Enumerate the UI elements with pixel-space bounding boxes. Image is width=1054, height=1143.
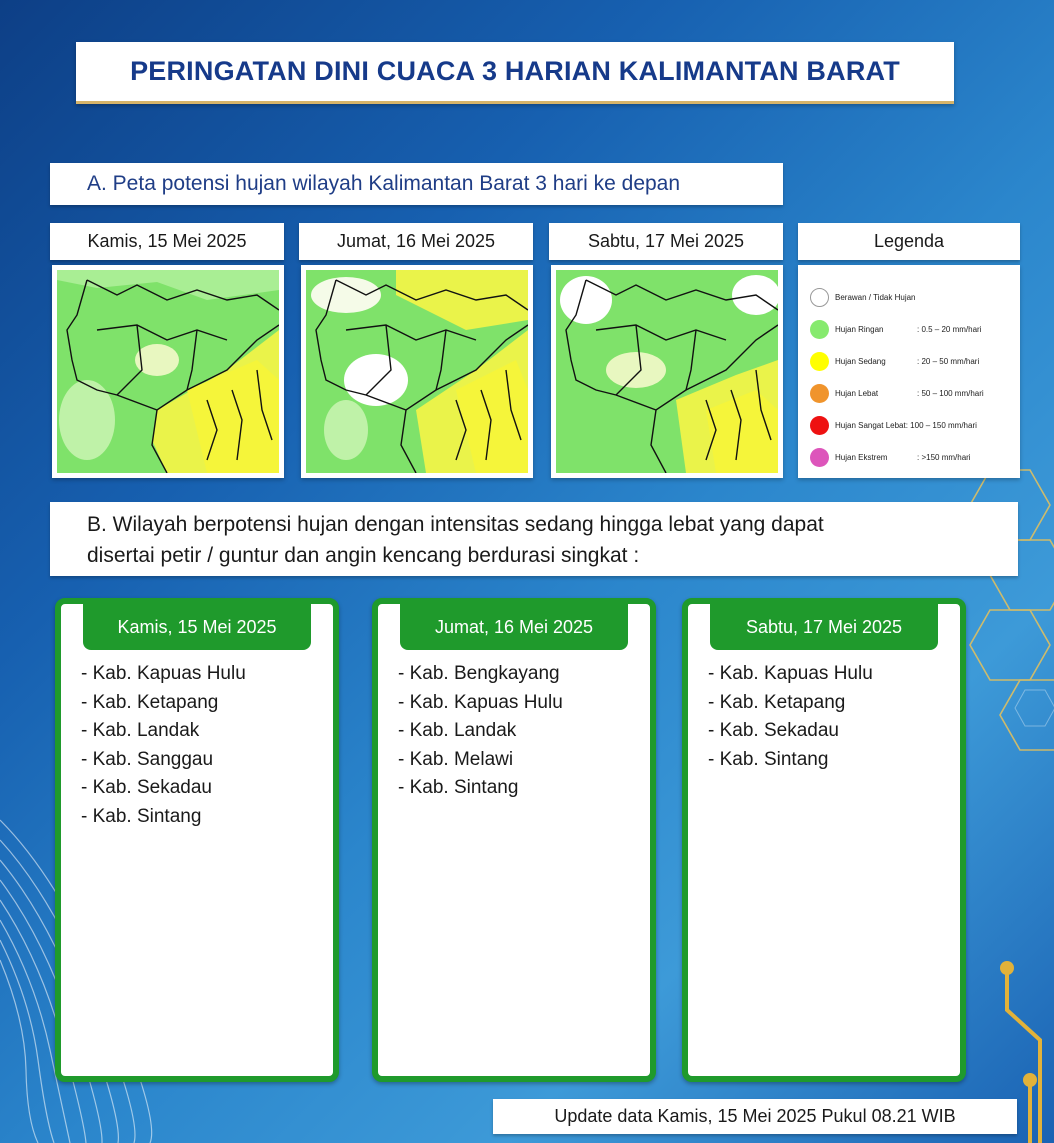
- legend-item: [810, 441, 1012, 473]
- legend-swatch: [810, 416, 829, 435]
- card-date-tab: Jumat, 16 Mei 2025: [400, 604, 628, 650]
- legend-swatch: [810, 448, 829, 467]
- rain-map-day1: [52, 265, 284, 478]
- map-date-day3: Sabtu, 17 Mei 2025: [549, 223, 783, 260]
- legend-label: Hujan Sedang: [835, 356, 886, 366]
- rain-map-day3: [551, 265, 783, 478]
- list-item: - Kab. Kapuas Hulu: [708, 663, 873, 684]
- legend-swatch: [810, 320, 829, 339]
- legend-title: Legenda: [798, 223, 1020, 260]
- list-item: - Kab. Melawi: [398, 748, 514, 770]
- list-item: - Kab. Landak: [398, 720, 517, 742]
- title-banner: [76, 42, 954, 104]
- region-list: [398, 660, 650, 803]
- legend-swatch: [810, 352, 829, 371]
- legend-label: Hujan Lebat: [835, 388, 879, 398]
- list-item: - Kab. Sintang: [708, 748, 829, 770]
- legend-item: [810, 345, 1012, 377]
- list-item: - Kab. Sanggau: [81, 748, 214, 770]
- legend-label: Hujan Ringan: [835, 324, 884, 334]
- map-date-day2: Jumat, 16 Mei 2025: [299, 223, 533, 260]
- legend-swatch: [810, 384, 829, 403]
- card-date-tab: Kamis, 15 Mei 2025: [83, 604, 311, 650]
- legend-label: Hujan Ekstrem: [835, 452, 888, 462]
- legend-range: : 100 – 150 mm/hari: [905, 420, 977, 430]
- legend-item: [810, 377, 1012, 409]
- list-item: - Kab. Sintang: [81, 805, 202, 827]
- legend-item: [810, 281, 1012, 313]
- rain-map-day2: [301, 265, 533, 478]
- legend-swatch: [810, 288, 829, 307]
- region-card-day1: [55, 598, 339, 1082]
- section-b-heading: [50, 502, 1018, 576]
- section-b-line1: B. Wilayah berpotensi hujan dengan intensitas sedang hingga lebat yang dapat: [87, 513, 824, 536]
- legend-item: [810, 313, 1012, 345]
- region-list: [81, 660, 333, 832]
- list-item: - Kab. Ketapang: [708, 691, 846, 713]
- legend-panel: [798, 265, 1020, 478]
- legend-label: Berawan / Tidak Hujan: [835, 292, 916, 302]
- list-item: - Kab. Kapuas Hulu: [81, 663, 246, 684]
- region-list: [708, 660, 960, 774]
- rain-map-image: [556, 270, 778, 473]
- section-a-heading: A. Peta potensi hujan wilayah Kalimantan Barat 3 hari ke depan: [50, 163, 783, 205]
- list-item: - Kab. Sintang: [398, 777, 519, 799]
- legend-range: : 0.5 – 20 mm/hari: [917, 324, 982, 334]
- list-item: - Kab. Sekadau: [708, 720, 839, 742]
- legend-range: : >150 mm/hari: [917, 452, 971, 462]
- list-item: - Kab. Landak: [81, 720, 200, 742]
- rain-map-image: [57, 270, 279, 473]
- card-date-tab: Sabtu, 17 Mei 2025: [710, 604, 938, 650]
- map-date-day1: Kamis, 15 Mei 2025: [50, 223, 284, 260]
- list-item: - Kab. Sekadau: [81, 777, 212, 799]
- list-item: - Kab. Bengkayang: [398, 663, 560, 684]
- rain-map-image: [306, 270, 528, 473]
- legend-range: : 20 – 50 mm/hari: [917, 356, 980, 366]
- update-timestamp: Update data Kamis, 15 Mei 2025 Pukul 08.21 WIB: [493, 1099, 1017, 1134]
- section-b-line2: disertai petir / guntur dan angin kencang berdurasi singkat :: [87, 544, 640, 567]
- list-item: - Kab. Ketapang: [81, 691, 219, 713]
- region-card-day3: [682, 598, 966, 1082]
- page-title: PERINGATAN DINI CUACA 3 HARIAN KALIMANTAN BARAT: [130, 56, 900, 86]
- list-item: - Kab. Kapuas Hulu: [398, 691, 563, 713]
- region-card-day2: [372, 598, 656, 1082]
- legend-range: : 50 – 100 mm/hari: [917, 388, 984, 398]
- legend-item: [810, 409, 1012, 441]
- legend-label: Hujan Sangat Lebat: [835, 420, 906, 430]
